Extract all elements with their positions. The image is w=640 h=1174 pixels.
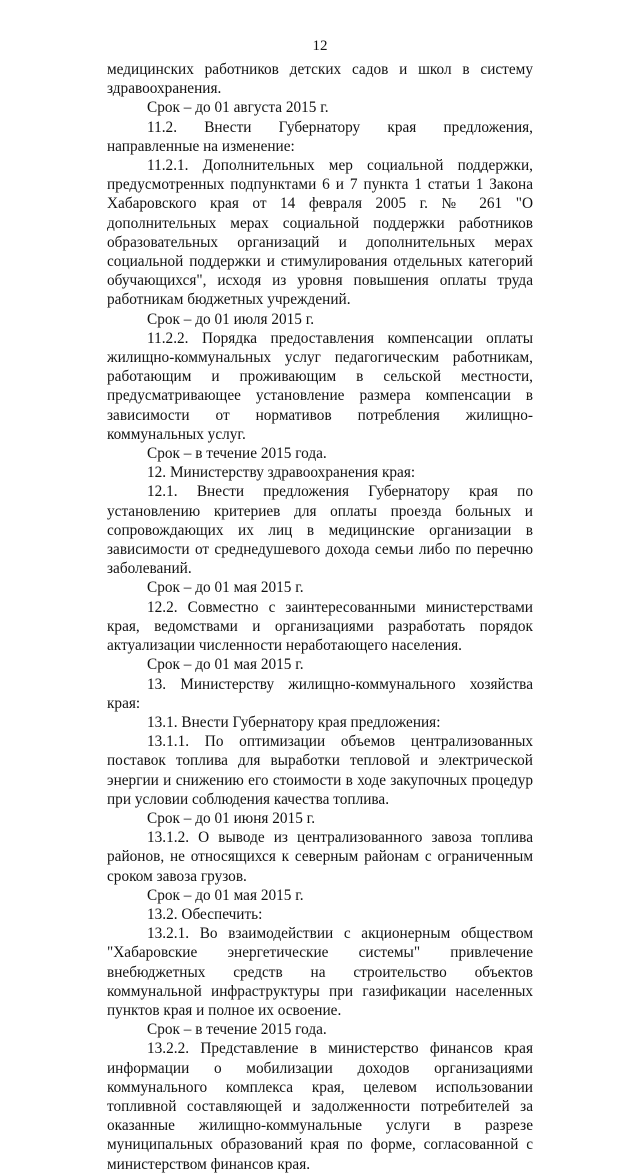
deadline-line: Срок – до 01 июля 2015 г.: [147, 310, 315, 328]
paragraph: 11.2.2. Порядка предоставления компенсации оплаты жилищно-коммунальных услуг педагогическим работникам, работающим и проживающим в сельской местности, предусматривающее установление размера компенсации в зависимости от нормативов потребления жилищно-коммунальных услуг.: [107, 329, 533, 443]
clause-heading: 13.1. Внести Губернатору края предложения:: [147, 713, 441, 731]
paragraph: 13.2.2. Представление в министерство финансов края информации о мобилизации доходов организациями коммунального комплекса края, целевом использовании топливной составляющей и задолженности потребителей за оказанные жилищно-коммунальные услуги в разрезе муниципальных образований края по форме, согласованной с министерством финансов края.: [107, 1040, 533, 1173]
deadline-line: Срок – до 01 августа 2015 г.: [147, 99, 329, 117]
deadline-line: Срок – в течение 2015 года.: [147, 445, 327, 463]
clause-heading: 13. Министерству жилищно-коммунального хозяйства края:: [107, 675, 533, 712]
document-body: [107, 60, 533, 1174]
deadline-line: Срок – до 01 мая 2015 г.: [147, 886, 304, 904]
paragraph: медицинских работников детских садов и школ в систему здравоохранения.: [107, 61, 533, 98]
deadline-line: Срок – в течение 2015 года.: [147, 1021, 327, 1039]
paragraph: 13.1.2. О выводе из централизованного завоза топлива районов, не относящихся к северным районам с ограниченным сроком завоза грузов.: [107, 829, 533, 885]
clause-heading: 13.2. Обеспечить:: [147, 905, 263, 923]
deadline-line: Срок – до 01 мая 2015 г.: [147, 656, 304, 674]
deadline-line: Срок – до 01 июня 2015 г.: [147, 809, 316, 827]
paragraph: 13.1.1. По оптимизации объемов централизованных поставок топлива для выработки тепловой и электрической энергии и снижению его стоимости в ходе закупочных процедур при условии соблюдения качества топлива.: [107, 733, 533, 808]
deadline-line: Срок – до 01 мая 2015 г.: [147, 579, 304, 597]
paragraph: 12.2. Совместно с заинтересованными министерствами края, ведомствами и организациями разработать порядок актуализации численности неработающего населения.: [107, 598, 533, 655]
paragraph: 12.1. Внести предложения Губернатору края по установлению критериев для оплаты проезда больных и сопровождающих их лиц в медицинские организации в зависимости от среднедушевого дохода семьи либо по перечню заболеваний.: [107, 483, 533, 578]
paragraph: 13.2.1. Во взаимодействии с акционерным обществом "Хабаровские энергетические системы" привлечение внебюджетных средств на строительство объектов коммунальной инфраструктуры при газификации населенных пунктов края и полное их освоение.: [107, 925, 533, 1019]
clause-heading: 12. Министерству здравоохранения края:: [147, 464, 416, 482]
page-number: 12: [312, 38, 328, 54]
clause-heading: 11.2. Внести Губернатору края предложения, направленные на изменение:: [107, 118, 533, 155]
paragraph: 11.2.1. Дополнительных мер социальной поддержки, предусмотренных подпунктами 6 и 7 пункта 1 статьи 1 Закона Хабаровского края от 14 февраля 2005 г. № 261 "О дополнительных мерах социальной поддержки работников образовательных организаций и дополнительных мерах социальной поддержки и стимулирования отдельных категорий обучающихся", исходя из уровня повышения оплаты труда работникам бюджетных учреждений.: [107, 157, 533, 309]
